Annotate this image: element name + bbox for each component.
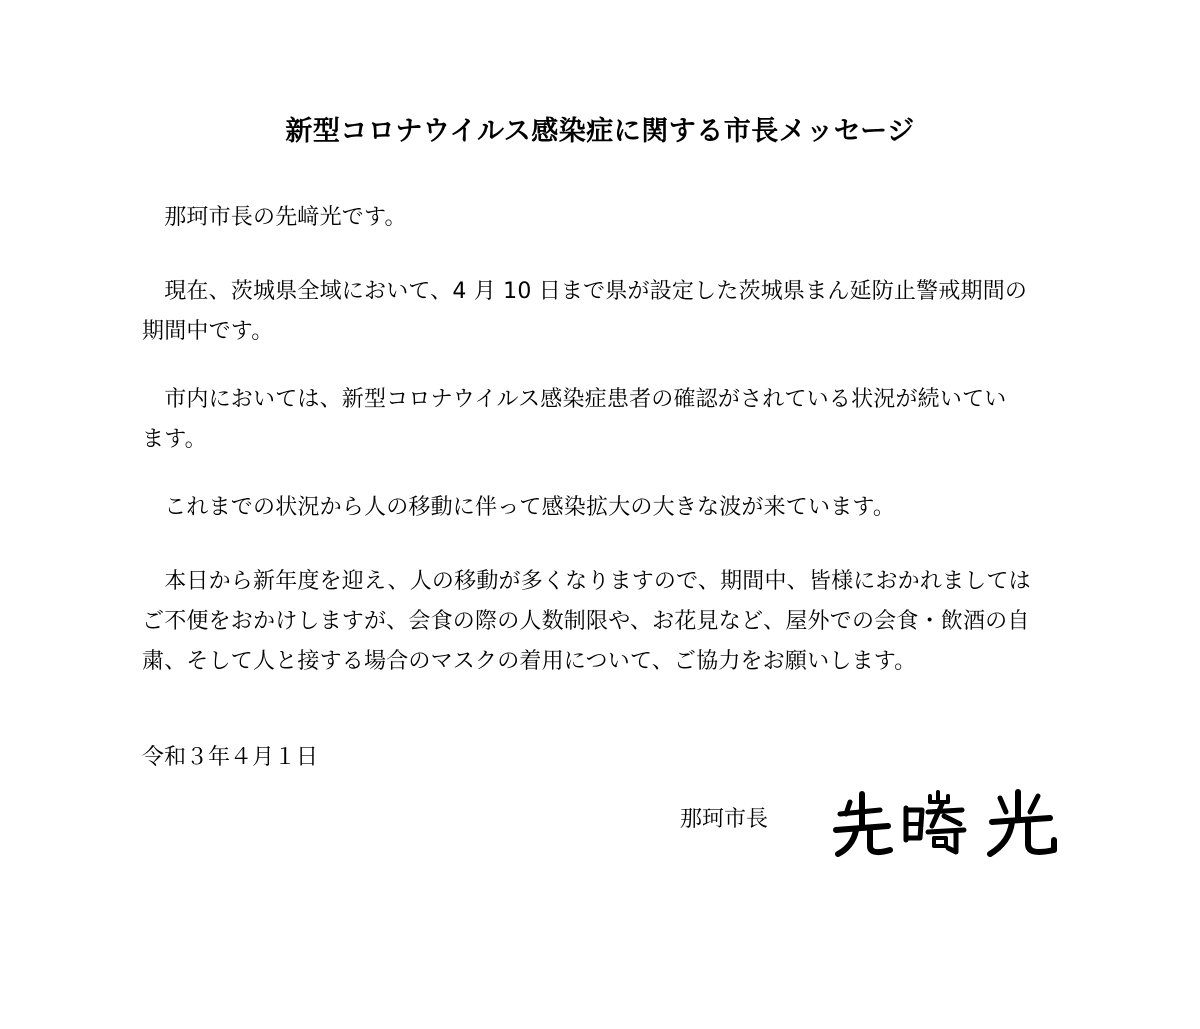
paragraph-infection-wave (142, 488, 1072, 528)
paragraph-request (142, 562, 1072, 682)
paragraph-greeting (142, 198, 1072, 238)
paragraph-line: 現在、茨城県全域において、4 月 10 日まで県が設定した茨城県まん延防止警戒期間の (142, 279, 1028, 304)
paragraph-line: 那珂市長の先﨑光です。 (142, 205, 407, 230)
paragraph-line: 粛、そして人と接する場合のマスクの着用について、ご協力をお願いします。 (142, 649, 917, 674)
paragraph-line: これまでの状況から人の移動に伴って感染拡大の大きな波が来ています。 (142, 495, 896, 520)
document-title: 新型コロナウイルス感染症に関する市長メッセージ (285, 116, 915, 147)
paragraph-status (142, 272, 1072, 352)
paragraph-line: 本日から新年度を迎え、人の移動が多くなりますので、期間中、皆様におかれましては (142, 569, 1031, 594)
paragraph-line: ご不便をおかけしますが、会食の際の人数制限や、お花見など、屋外での会食・飲酒の自 (142, 609, 1030, 634)
document-date: 令和３年４月１日 (142, 745, 319, 770)
signatory-title: 那珂市長 (680, 807, 769, 832)
handwritten-signature (832, 788, 1062, 858)
paragraph-line: 市内においては、新型コロナウイルス感染症患者の確認がされている状況が続いてい (142, 387, 1007, 412)
paragraph-city-situation (142, 380, 1072, 460)
paragraph-line: 期間中です。 (142, 319, 274, 344)
paragraph-line: ます。 (142, 427, 207, 452)
